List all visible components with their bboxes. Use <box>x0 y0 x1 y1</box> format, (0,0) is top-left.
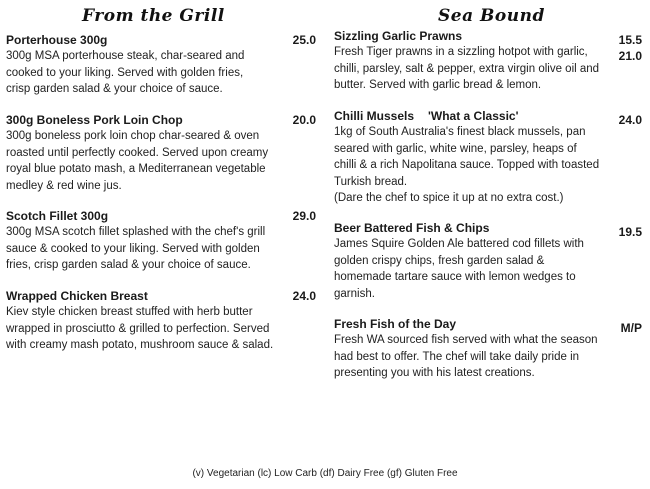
item-description: James Squire Golden Ale battered cod fillets with golden crispy chips, fresh garden salad & homemade tartare sauce with lemon wedges to garnish. <box>334 238 584 300</box>
item-tagline: 'What a Classic' <box>428 109 519 123</box>
menu-item-chicken-breast <box>6 288 318 354</box>
item-description: Fresh WA sourced fish served with what the season had best to offer. The chef will take daily pride in presenting you with his latest creations. <box>334 334 598 379</box>
menu-item-fish-of-day <box>334 316 642 382</box>
item-name-row <box>334 108 642 124</box>
item-description: Kiev style chicken breast stuffed with herb butter wrapped in prosciutto & grilled to perfection. Served with creamy mash potato, mushroom sauce & salad. <box>6 306 274 351</box>
menu-item-pork-loin <box>6 112 318 194</box>
item-description: Fresh Tiger prawns in a sizzling hotpot with garlic, chilli, parsley, salt & pepper, extra virgin olive oil and butter. Served with garlic bread & lemon. <box>334 46 600 91</box>
item-price: 24.0 <box>292 289 316 303</box>
menu-item-chilli-mussels <box>334 108 642 207</box>
menu-item-porterhouse <box>6 32 318 98</box>
item-price: 15.5 <box>618 33 642 47</box>
item-description: 300g MSA scotch fillet splashed with the chef's grill sauce & cooked to your liking. Served with golden fries, crisp garden salad & your choice of sauce. <box>6 226 266 271</box>
dietary-legend: (v) Vegetarian (lc) Low Carb (df) Dairy Free (gf) Gluten Free <box>192 468 458 479</box>
menu-item-garlic-prawns <box>334 28 642 94</box>
item-price: 20.0 <box>292 113 316 127</box>
item-name: 300g Boneless Pork Loin Chop <box>6 113 183 127</box>
item-description: 300g MSA porterhouse steak, char-seared and cooked to your liking. Served with golden fries, crisp garden salad & your choice of sauce. <box>6 50 245 95</box>
menu-item-fish-chips <box>334 220 642 302</box>
item-description: 1kg of South Australia's finest black mussels, pan seared with garlic, white wine, parsley, heaps of chilli & a rich Napolitana sauce. Topped with toasted Turkish bread. <box>334 126 600 188</box>
item-name: Wrapped Chicken Breast <box>6 289 148 303</box>
menu-item-scotch-fillet <box>6 208 318 274</box>
item-price: 24.0 <box>618 113 642 127</box>
sea-section-title: Sea Bound <box>438 6 545 26</box>
item-price: 25.0 <box>292 33 316 47</box>
item-name: Chilli Mussels <box>334 109 415 123</box>
item-note: (Dare the chef to spice it up at no extra cost.) <box>334 192 564 204</box>
grill-section-title: From the Grill <box>82 6 225 26</box>
item-description: 300g boneless pork loin chop char-seared & oven roasted until perfectly cooked. Served upon creamy royal blue potato mash, a Mediterranean vegetable medley & red wine jus. <box>6 130 269 192</box>
item-name: Fresh Fish of the Day <box>334 317 457 331</box>
item-name: Scotch Fillet 300g <box>6 209 109 223</box>
item-price-large: 21.0 <box>618 49 642 63</box>
item-name: Beer Battered Fish & Chips <box>334 221 490 235</box>
item-price: 19.5 <box>618 225 642 239</box>
item-price: 29.0 <box>292 209 316 223</box>
item-price: M/P <box>620 321 642 335</box>
item-name: Porterhouse 300g <box>6 33 108 47</box>
item-name: Sizzling Garlic Prawns <box>334 29 463 43</box>
